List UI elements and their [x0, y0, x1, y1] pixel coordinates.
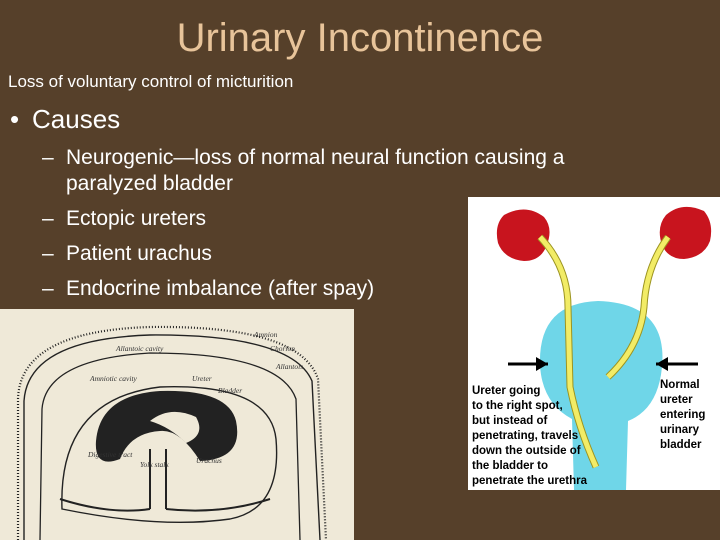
- sub-item-text-continued: paralyzed bladder: [66, 172, 233, 195]
- right-kidney-shape: [660, 207, 711, 259]
- dash-marker: –: [42, 146, 54, 169]
- label-allantoic-cavity: Allantoic cavity: [116, 344, 164, 353]
- label-amnion: Amnion: [254, 330, 278, 339]
- label-digestive-tract: Digestive tract: [88, 450, 133, 459]
- right-annotation-line-3: entering: [660, 409, 706, 421]
- label-bladder: Bladder: [218, 386, 243, 395]
- dash-marker: –: [42, 277, 54, 300]
- ectopic-ureter-diagram: [468, 197, 720, 490]
- sub-item-text: Endocrine imbalance (after spay): [66, 277, 375, 300]
- label-chorion: Chorion: [270, 344, 296, 353]
- right-annotation-line-2: ureter: [660, 394, 693, 406]
- bullet-causes: [10, 104, 120, 135]
- slide-subtitle: Loss of voluntary control of micturition: [8, 72, 294, 91]
- sub-item-text: Ectopic ureters: [66, 207, 207, 230]
- sub-item-text: Patient urachus: [66, 242, 212, 265]
- left-annotation-line-1: Ureter going: [472, 385, 541, 397]
- left-annotation-line-5: down the outside of: [472, 445, 581, 457]
- sub-item-text: Neurogenic—loss of normal neural function causing a: [66, 146, 565, 169]
- slide-title: Urinary Incontinence: [176, 16, 544, 60]
- embryo-illustration: [0, 309, 354, 540]
- left-annotation-line-4: penetrating, travels: [472, 430, 579, 442]
- bullet-marker: •: [10, 104, 20, 134]
- right-annotation-line-5: bladder: [660, 439, 702, 451]
- label-yolk-stalk: Yolk stalk: [140, 460, 169, 469]
- label-amniotic-cavity: Amniotic cavity: [90, 374, 137, 383]
- dash-marker: –: [42, 242, 54, 265]
- dash-marker: –: [42, 207, 54, 230]
- left-annotation-line-2: to the right spot,: [472, 400, 563, 412]
- label-urachus: Urachus: [196, 456, 222, 465]
- bullet-label: Causes: [32, 104, 121, 134]
- left-annotation-line-7: penetrate the urethra: [472, 475, 588, 487]
- label-ureter: Ureter: [192, 374, 212, 383]
- left-kidney-shape: [497, 209, 550, 261]
- left-annotation-line-6: the bladder to: [472, 460, 549, 472]
- bladder-shape: [540, 301, 663, 490]
- left-annotation-line-3: but instead of: [472, 415, 548, 427]
- embryo-diagram: [0, 309, 354, 540]
- ureter-illustration: [468, 197, 720, 490]
- right-annotation-line-4: urinary: [660, 424, 699, 436]
- label-allantois: Allantois: [276, 362, 304, 371]
- right-annotation-line-1: Normal: [660, 379, 700, 391]
